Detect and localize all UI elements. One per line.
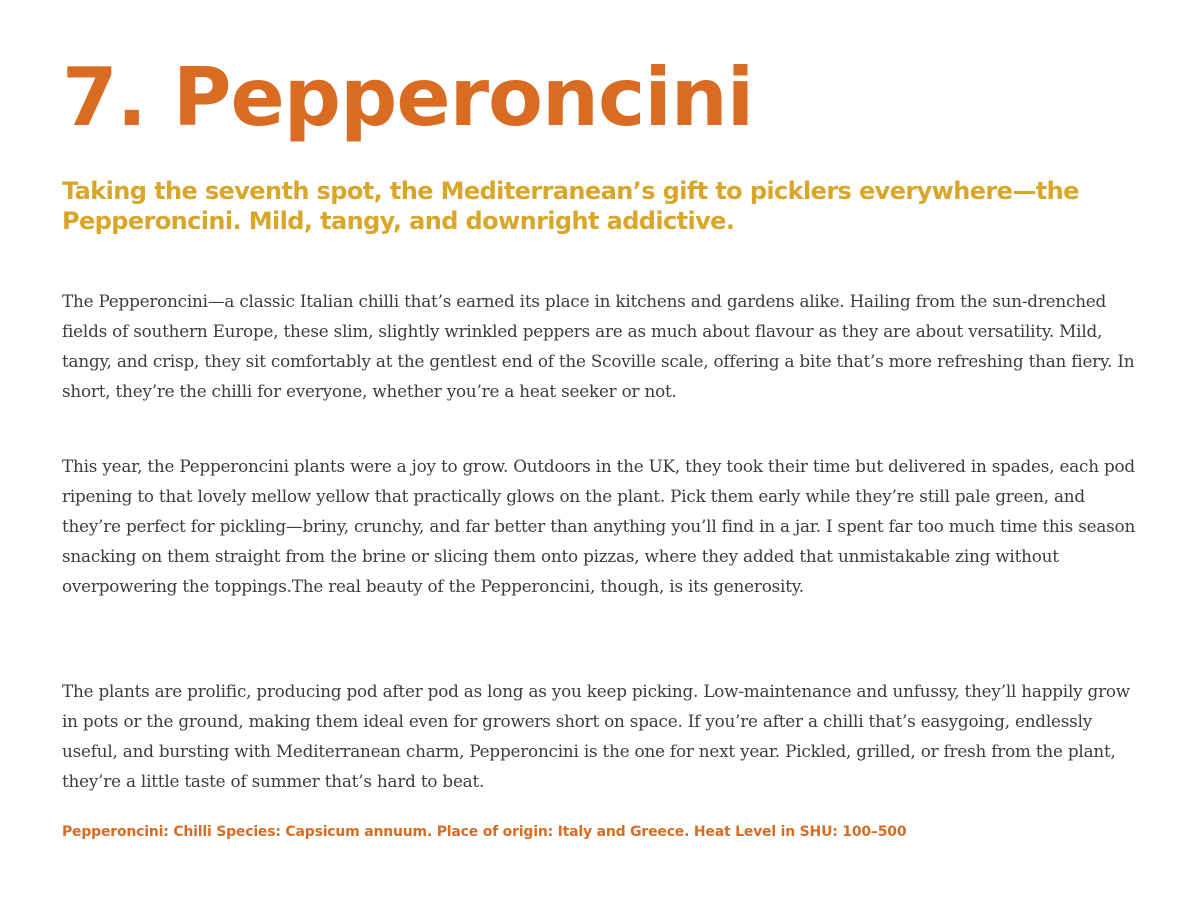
- chilli-facts: Pepperoncini: Chilli Species: Capsicum annuum. Place of origin: Italy and Greece. Heat Level in SHU: 100–500: [62, 824, 907, 840]
- page-title: 7. Pepperoncini: [62, 51, 754, 144]
- article-subtitle: Taking the seventh spot, the Mediterranean’s gift to picklers everywhere—the Pepperoncini. Mild, tangy, and downright addictive.: [62, 177, 1079, 235]
- body-paragraph-2: This year, the Pepperoncini plants were a joy to grow. Outdoors in the UK, they took their time but delivered in spades, each pod ripening to that lovely mellow yellow that practically glows on the plant. Pick them early while they’re still pale green, and they’re perfect for pickling—briny, crunchy, and far better than anything you’ll find in a jar. I spent far too much time this season snacking on them straight from the brine or slicing them onto pizzas, where they added that unmistakable zing without overpowering the toppings.The real beauty of the Pepperoncini, though, is its generosity.: [62, 456, 1136, 596]
- body-paragraph-1: The Pepperoncini—a classic Italian chilli that’s earned its place in kitchens and gardens alike. Hailing from the sun-drenched fields of southern Europe, these slim, slightly wrinkled peppers are as much about flavour as they are about versatility. Mild, tangy, and crisp, they sit comfortably at the gentlest end of the Scoville scale, offering a bite that’s more refreshing than fiery. In short, they’re the chilli for everyone, whether you’re a heat seeker or not.: [62, 291, 1135, 401]
- body-paragraph-3: The plants are prolific, producing pod after pod as long as you keep picking. Low-maintenance and unfussy, they’ll happily grow in pots or the ground, making them ideal even for growers short on space. If you’re after a chilli that’s easygoing, endlessly useful, and bursting with Mediterranean charm, Pepperoncini is the one for next year. Pickled, grilled, or fresh from the plant, they’re a little taste of summer that’s hard to beat.: [62, 681, 1130, 791]
